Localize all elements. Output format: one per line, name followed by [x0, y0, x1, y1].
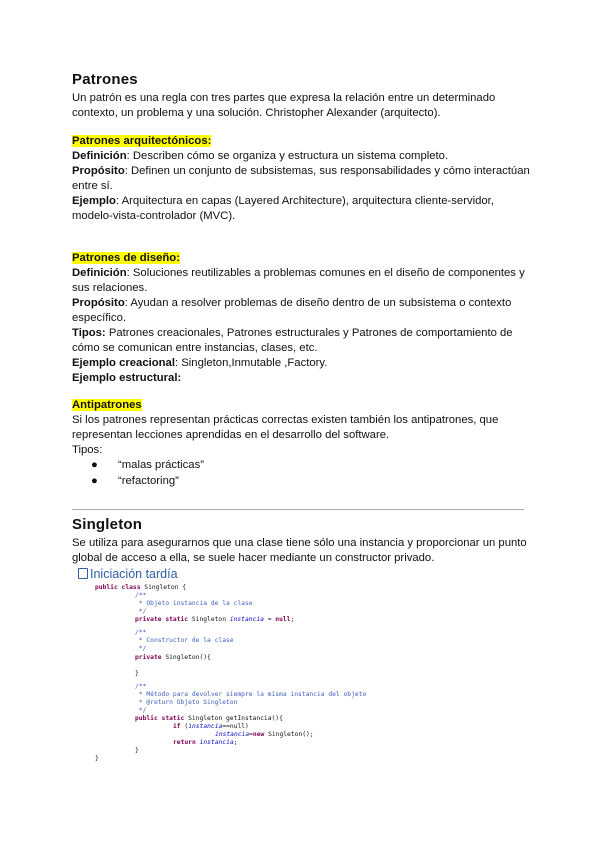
code-line: public class Singleton {: [95, 584, 186, 591]
code-line: * Constructor de la clase: [135, 637, 234, 644]
heading-diseno: [72, 251, 532, 267]
code-line: }: [135, 670, 139, 677]
dis-proposito: Propósito: Ayudan a resolver problemas de diseño dentro de un subsistema o contexto: [72, 297, 512, 309]
arq-proposito: Propósito: Definen un conjunto de subsistemas, sus responsabilidades y cómo interactúan: [72, 165, 530, 177]
list-item: ● “refactoring”: [72, 474, 204, 490]
singleton-text-2: global de acceso a ella, se suele hacer mediante un constructor privado.: [72, 552, 435, 564]
arq-proposito-cont: entre sí.: [72, 180, 113, 192]
code-line: public static Singleton getInstancia(){: [135, 715, 283, 722]
bullet-icon: ●: [91, 459, 98, 471]
section-divider: [72, 509, 524, 510]
list-item: ● “malas prácticas”: [72, 458, 204, 474]
code-line: /**: [135, 683, 147, 690]
dis-definicion-cont: sus relaciones.: [72, 282, 148, 294]
highlight-antipatrones: Antipatrones: [72, 399, 142, 411]
code-line: instancia=new Singleton();: [215, 731, 314, 738]
intro-line-1: Un patrón es una regla con tres partes que expresa la relación entre un determinado: [72, 92, 496, 104]
heading-arquitectonicos: [72, 134, 532, 150]
highlight-arquitectonicos: Patrones arquitectónicos:: [72, 135, 212, 147]
code-line: */: [135, 608, 147, 615]
anti-bullet-list: [72, 458, 204, 489]
dis-proposito-cont: específico.: [72, 312, 127, 324]
anti-text-2: representan lecciones aprendidas en el desarrollo del software.: [72, 429, 390, 441]
dis-ejemplo-estructural: Ejemplo estructural:: [72, 372, 182, 384]
dis-tipos-cont: cómo se comunican entre instancias, clases, etc.: [72, 342, 318, 354]
highlight-diseno: Patrones de diseño:: [72, 252, 180, 264]
bullet-icon: ●: [91, 474, 98, 487]
code-line: */: [135, 645, 147, 652]
code-line: }: [95, 755, 99, 762]
dis-tipos: Tipos: Patrones creacionales, Patrones estructurales y Patrones de comportamiento de: [72, 327, 513, 339]
dis-definicion: Definición: Soluciones reutilizables a problemas comunes en el diseño de componentes y: [72, 267, 525, 279]
section-title-singleton: Singleton: [72, 516, 143, 533]
subheading-iniciacion: Iniciación tardía: [78, 567, 178, 581]
checkbox-bullet-icon: [78, 568, 88, 579]
intro-line-2: contexto, un problema y una solución. Christopher Alexander (arquitecto).: [72, 107, 441, 119]
code-line: * Método para devolver siempre la misma instancia del objeto: [135, 691, 367, 698]
anti-tipos: Tipos:: [72, 444, 103, 456]
arq-ejemplo-cont: modelo-vista-controlador (MVC).: [72, 210, 236, 222]
code-line: }: [135, 747, 139, 754]
code-line: /**: [135, 629, 147, 636]
anti-text-1: Si los patrones representan prácticas correctas existen también los antipatrones, que: [72, 414, 499, 426]
code-line: */: [135, 707, 147, 714]
section-title-patrones: Patrones: [72, 71, 138, 88]
code-line: * @return Objeto Singleton: [135, 699, 238, 706]
heading-antipatrones: [72, 398, 532, 414]
code-line: return instancia;: [173, 739, 238, 746]
code-line: private static Singleton instancia = null;: [135, 616, 295, 623]
dis-ejemplo-creacional: Ejemplo creacional: Singleton,Inmutable ,Factory.: [72, 357, 328, 369]
code-line: * Objeto instancia de la clase: [135, 600, 253, 607]
singleton-text-1: Se utiliza para asegurarnos que una clase tiene sólo una instancia y proporcionar un punto: [72, 537, 527, 549]
code-snippet-image: [95, 584, 425, 764]
code-line: /**: [135, 592, 147, 599]
code-line: private Singleton(){: [135, 654, 211, 661]
arq-definicion: Definición: Describen cómo se organiza y estructura un sistema completo.: [72, 150, 449, 162]
arq-ejemplo: Ejemplo: Arquitectura en capas (Layered Architecture), arquitectura cliente-servidor,: [72, 195, 494, 207]
code-line: if (instancia==null): [173, 723, 249, 730]
